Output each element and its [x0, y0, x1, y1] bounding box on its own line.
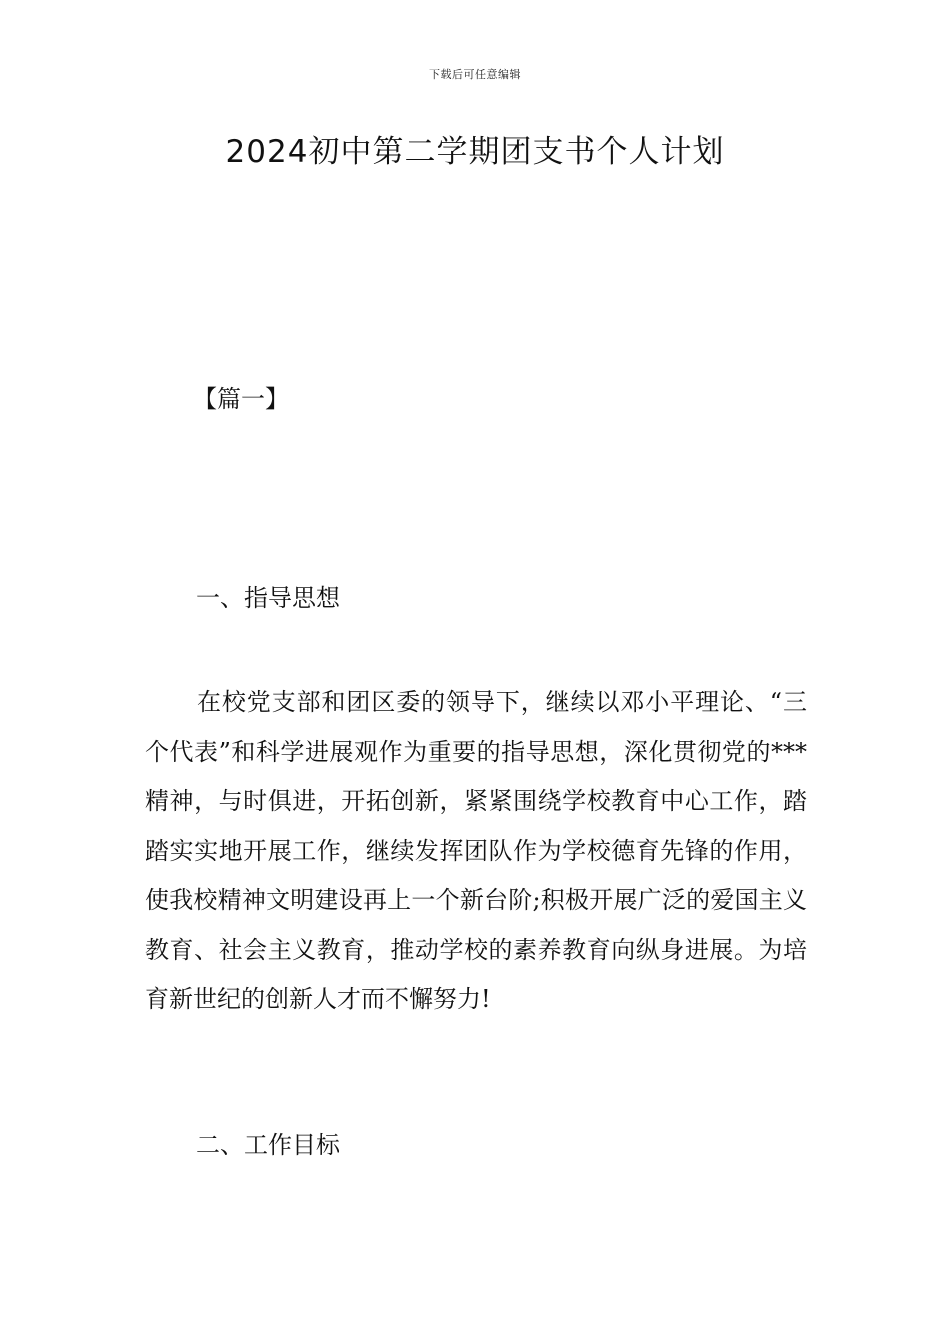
header-note: 下载后可任意编辑: [429, 68, 521, 81]
document-title: 2024初中第二学期团支书个人计划: [225, 134, 725, 170]
guiding-thought-paragraph: 在校党支部和团区委的领导下，继续以邓小平理论、“三个代表”和科学进展观作为重要的指导思想，深化贯彻党的***精神，与时俱进，开拓创新，紧紧围绕学校教育中心工作，踏踏实实地开展工作，继续发挥团队作为学校德育先锋的作用，使我校精神文明建设再上一个新台阶;积极开展广泛的爱国主义教育、社会主义教育，推动学校的素养教育向纵身进展。为培育新世纪的创新人才而不懈努力!: [145, 688, 807, 1013]
section-heading-work-goals: 二、工作目标: [196, 1131, 340, 1159]
section-tag: 【篇一】: [193, 385, 289, 413]
section-heading-guiding-thought: 一、指导思想: [196, 584, 340, 612]
